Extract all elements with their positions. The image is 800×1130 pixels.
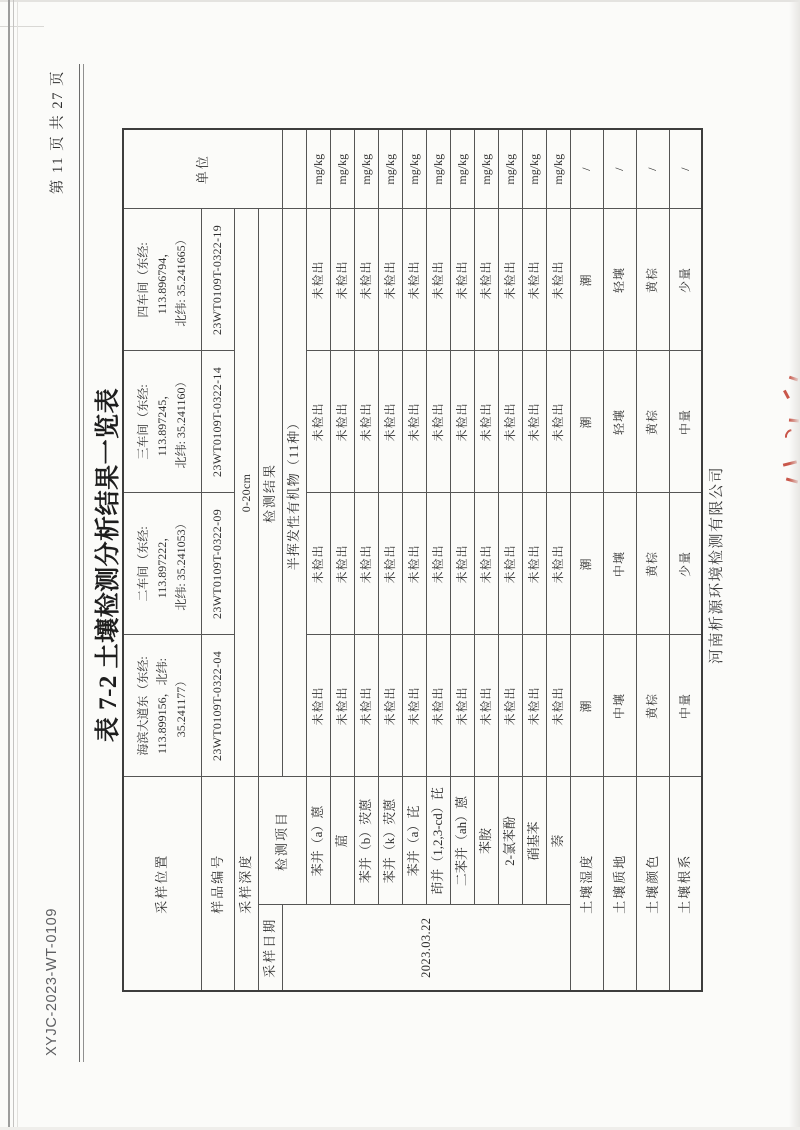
- sample-no-cell: 23WT0109T-0322-04: [201, 635, 234, 777]
- result-cell: 未检出: [522, 351, 546, 493]
- location-cell: [123, 493, 201, 635]
- sample-no-cell: 23WT0109T-0322-14: [201, 351, 234, 493]
- location-line: 113.896794，: [154, 245, 169, 315]
- unit-header-cell: 单位: [123, 129, 282, 209]
- soil-value-cell: 潮: [570, 209, 603, 351]
- unit-cell: mg/kg: [378, 129, 402, 209]
- sampling-depth-label: 采样深度: [234, 777, 258, 991]
- item-name-cell: 茚并（1,2,3-cd）芘: [426, 777, 450, 905]
- soil-value-cell: 少量: [669, 209, 702, 351]
- soil-label-cell: 土壤湿度: [570, 777, 603, 991]
- soil-value-cell: 轻壤: [603, 351, 636, 493]
- unit-cell: mg/kg: [330, 129, 354, 209]
- location-line: 海滨大道东（东经:: [136, 656, 151, 756]
- location-line: 北纬: 35.241053）: [173, 517, 188, 611]
- unit-cell: mg/kg: [522, 129, 546, 209]
- soil-value-cell: 黄棕: [636, 635, 669, 777]
- table-row: [450, 129, 474, 991]
- result-cell: 未检出: [474, 635, 498, 777]
- unit-cell: mg/kg: [306, 129, 330, 209]
- scan-edge-top-left: [0, 26, 44, 27]
- location-line: 113.897245，: [154, 387, 169, 457]
- test-result-label: 检测结果: [258, 209, 282, 777]
- location-line: 北纬: 35.241160）: [173, 375, 188, 469]
- table-row: [603, 129, 636, 991]
- header-rule: [79, 64, 84, 1062]
- unit-cell: mg/kg: [474, 129, 498, 209]
- soil-value-cell: 黄棕: [636, 209, 669, 351]
- footer-company: 河南析源环境检测有限公司: [709, 466, 725, 665]
- sample-no-cell: 23WT0109T-0322-09: [201, 493, 234, 635]
- result-cell: 未检出: [378, 635, 402, 777]
- location-line: 四车间（东经:: [136, 242, 151, 318]
- result-cell: 未检出: [546, 635, 570, 777]
- result-cell: 未检出: [330, 209, 354, 351]
- test-item-label: 检测项目: [258, 777, 306, 905]
- result-cell: 未检出: [426, 351, 450, 493]
- depth-value-cell: 0-20cm: [234, 209, 258, 777]
- item-name-cell: 二苯并（ah）蒽: [450, 777, 474, 905]
- location-cell: [123, 351, 201, 493]
- unit-cell: mg/kg: [546, 129, 570, 209]
- soil-value-cell: 黄棕: [636, 351, 669, 493]
- table-row: [201, 129, 234, 991]
- result-cell: 未检出: [474, 209, 498, 351]
- location-line: 北纬: 35.241665）: [173, 233, 188, 327]
- sample-no-label: 样品编号: [201, 777, 234, 991]
- table-row: [330, 129, 354, 991]
- soil-value-cell: 潮: [570, 351, 603, 493]
- result-cell: 未检出: [378, 351, 402, 493]
- scan-edge-right-shade: [789, 0, 800, 1130]
- table-row: [669, 129, 702, 991]
- soil-value-cell: 中壤: [603, 635, 636, 777]
- soil-value-cell: 潮: [570, 493, 603, 635]
- date-value-cell: 2023.03.22: [282, 905, 570, 991]
- unit-empty-cell: [282, 129, 306, 209]
- result-cell: 未检出: [522, 635, 546, 777]
- table-row: [636, 129, 669, 991]
- table-row: [378, 129, 402, 991]
- soil-unit-cell: /: [669, 129, 702, 209]
- result-cell: 未检出: [330, 351, 354, 493]
- item-name-cell: 苯并（a）蒽: [306, 777, 330, 905]
- result-cell: 未检出: [354, 351, 378, 493]
- result-cell: 未检出: [354, 493, 378, 635]
- page-title: 表 7-2 土壤检测分析结果一览表: [95, 387, 122, 743]
- table-row: [123, 129, 201, 991]
- result-cell: 未检出: [498, 635, 522, 777]
- result-cell: 未检出: [330, 635, 354, 777]
- table-row: [354, 129, 378, 991]
- result-cell: 未检出: [426, 209, 450, 351]
- unit-cell: mg/kg: [450, 129, 474, 209]
- soil-label-cell: 土壤根系: [669, 777, 702, 991]
- unit-cell: mg/kg: [426, 129, 450, 209]
- result-cell: 未检出: [474, 351, 498, 493]
- soil-value-cell: 潮: [570, 635, 603, 777]
- table-row: [306, 129, 330, 991]
- result-cell: 未检出: [522, 493, 546, 635]
- result-cell: 未检出: [546, 493, 570, 635]
- page-number: 第 11 页 共 27 页: [50, 70, 66, 195]
- location-cell: [123, 635, 201, 777]
- result-cell: 未检出: [450, 493, 474, 635]
- soil-value-cell: 轻壤: [603, 209, 636, 351]
- scan-edge-left-line-2: [13, 0, 14, 1130]
- soil-value-cell: 中量: [669, 351, 702, 493]
- soil-value-cell: 中壤: [603, 493, 636, 635]
- result-cell: 未检出: [522, 209, 546, 351]
- soil-value-cell: 黄棕: [636, 493, 669, 635]
- result-cell: 未检出: [306, 209, 330, 351]
- soil-label-cell: 土壤颜色: [636, 777, 669, 991]
- result-cell: 未检出: [546, 209, 570, 351]
- item-name-cell: 䓛: [330, 777, 354, 905]
- result-cell: 未检出: [450, 209, 474, 351]
- table-row: [546, 129, 570, 991]
- table-row: [570, 129, 603, 991]
- result-cell: 未检出: [306, 351, 330, 493]
- result-cell: 未检出: [474, 493, 498, 635]
- location-line: 113.897222，: [154, 529, 169, 599]
- scan-edge-top: [0, 0, 800, 2]
- location-line: 35.241177）: [173, 674, 188, 738]
- result-cell: 未检出: [450, 351, 474, 493]
- result-cell: 未检出: [306, 493, 330, 635]
- soil-value-cell: 中量: [669, 635, 702, 777]
- result-cell: 未检出: [426, 635, 450, 777]
- soil-unit-cell: /: [603, 129, 636, 209]
- result-cell: 未检出: [330, 493, 354, 635]
- item-name-cell: 萘: [546, 777, 570, 905]
- item-name-cell: 苯并（b）荧蒽: [354, 777, 378, 905]
- result-cell: 未检出: [546, 351, 570, 493]
- table-row: [426, 129, 450, 991]
- table-row: [258, 129, 282, 991]
- result-cell: 未检出: [402, 351, 426, 493]
- result-cell: 未检出: [498, 493, 522, 635]
- table-row: [498, 129, 522, 991]
- result-cell: 未检出: [498, 209, 522, 351]
- soil-unit-cell: /: [570, 129, 603, 209]
- scan-edge-left-line-3: [17, 0, 18, 1130]
- result-cell: 未检出: [498, 351, 522, 493]
- doc-code: XYJC-2023-WT-0109: [44, 907, 60, 1056]
- table-row: [474, 129, 498, 991]
- result-cell: 未检出: [402, 493, 426, 635]
- soil-label-cell: 土壤质地: [603, 777, 636, 991]
- location-cell: [123, 209, 201, 351]
- item-name-cell: 苯并（a）芘: [402, 777, 426, 905]
- results-table: [122, 128, 703, 992]
- unit-cell: mg/kg: [402, 129, 426, 209]
- sampling-date-label: 采样日期: [258, 905, 282, 991]
- sampling-location-label: 采样位置: [123, 777, 201, 991]
- result-cell: 未检出: [378, 493, 402, 635]
- item-name-cell: 硝基苯: [522, 777, 546, 905]
- unit-cell: mg/kg: [498, 129, 522, 209]
- sample-no-cell: 23WT0109T-0322-19: [201, 209, 234, 351]
- result-cell: 未检出: [354, 209, 378, 351]
- result-cell: 未检出: [378, 209, 402, 351]
- result-cell: 未检出: [402, 209, 426, 351]
- result-cell: 未检出: [354, 635, 378, 777]
- location-line: 二车间（东经:: [136, 526, 151, 602]
- scan-edge-left-line: [8, 0, 10, 1130]
- unit-cell: mg/kg: [354, 129, 378, 209]
- result-cell: 未检出: [402, 635, 426, 777]
- table-row: [234, 129, 258, 991]
- svoc-group-cell: 半挥发性有机物（11种）: [282, 209, 306, 777]
- location-line: 113.899156，北纬:: [154, 658, 169, 754]
- item-name-cell: 2-氯苯酚: [498, 777, 522, 905]
- result-cell: 未检出: [426, 493, 450, 635]
- result-cell: 未检出: [306, 635, 330, 777]
- soil-unit-cell: /: [636, 129, 669, 209]
- item-name-cell: 苯胺: [474, 777, 498, 905]
- soil-value-cell: 少量: [669, 493, 702, 635]
- location-line: 三车间（东经:: [136, 384, 151, 460]
- table-row: [522, 129, 546, 991]
- table-row: [402, 129, 426, 991]
- item-name-cell: 苯并（k）荧蒽: [378, 777, 402, 905]
- result-cell: 未检出: [450, 635, 474, 777]
